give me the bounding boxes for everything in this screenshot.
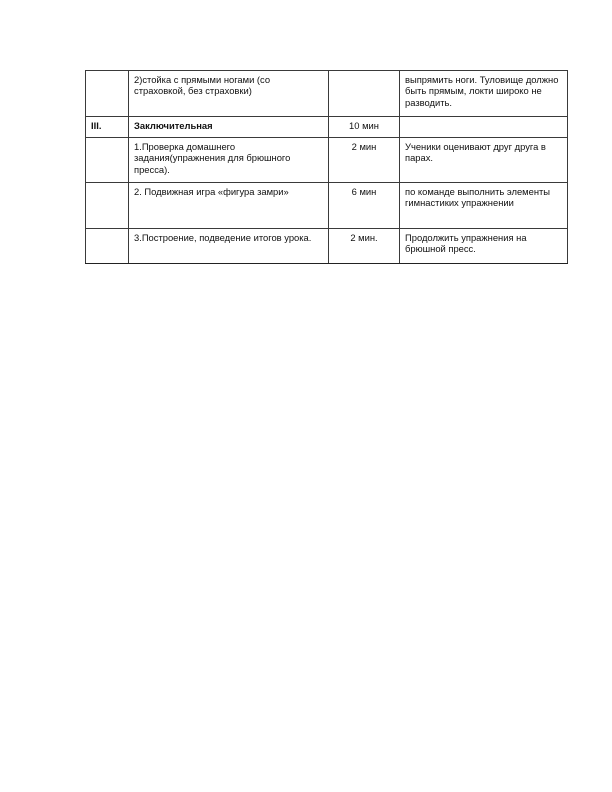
row-number-cell (86, 71, 129, 117)
lesson-plan-table (85, 70, 568, 264)
activity-cell: 2. Подвижная игра «фигура замри» (129, 183, 329, 229)
time-cell: 6 мин (329, 183, 400, 229)
notes-cell: по команде выполнить элементы гимнастиких упражнении (400, 183, 568, 229)
table-row (86, 229, 568, 264)
row-number-cell (86, 229, 129, 264)
time-cell: 10 мин (329, 117, 400, 138)
row-number-cell: III. (86, 117, 129, 138)
time-cell: 2 мин (329, 138, 400, 183)
stage-title-cell: Заключительная (129, 117, 329, 138)
activity-cell: 1.Проверка домашнего задания(упражнения для брюшного пресса). (129, 138, 329, 183)
notes-cell: Продолжить упражнения на брюшной пресс. (400, 229, 568, 264)
row-number-cell (86, 138, 129, 183)
notes-cell (400, 117, 568, 138)
time-cell: 2 мин. (329, 229, 400, 264)
notes-cell: выпрямить ноги. Туловище должно быть прямым, локти широко не разводить. (400, 71, 568, 117)
table-row (86, 117, 568, 138)
table-row (86, 71, 568, 117)
table-row (86, 183, 568, 229)
time-cell (329, 71, 400, 117)
activity-cell: 2)стойка с прямыми ногами (со страховкой, без страховки) (129, 71, 329, 117)
notes-cell: Ученики оценивают друг друга в парах. (400, 138, 568, 183)
row-number-cell (86, 183, 129, 229)
activity-cell: 3.Построение, подведение итогов урока. (129, 229, 329, 264)
table-row (86, 138, 568, 183)
